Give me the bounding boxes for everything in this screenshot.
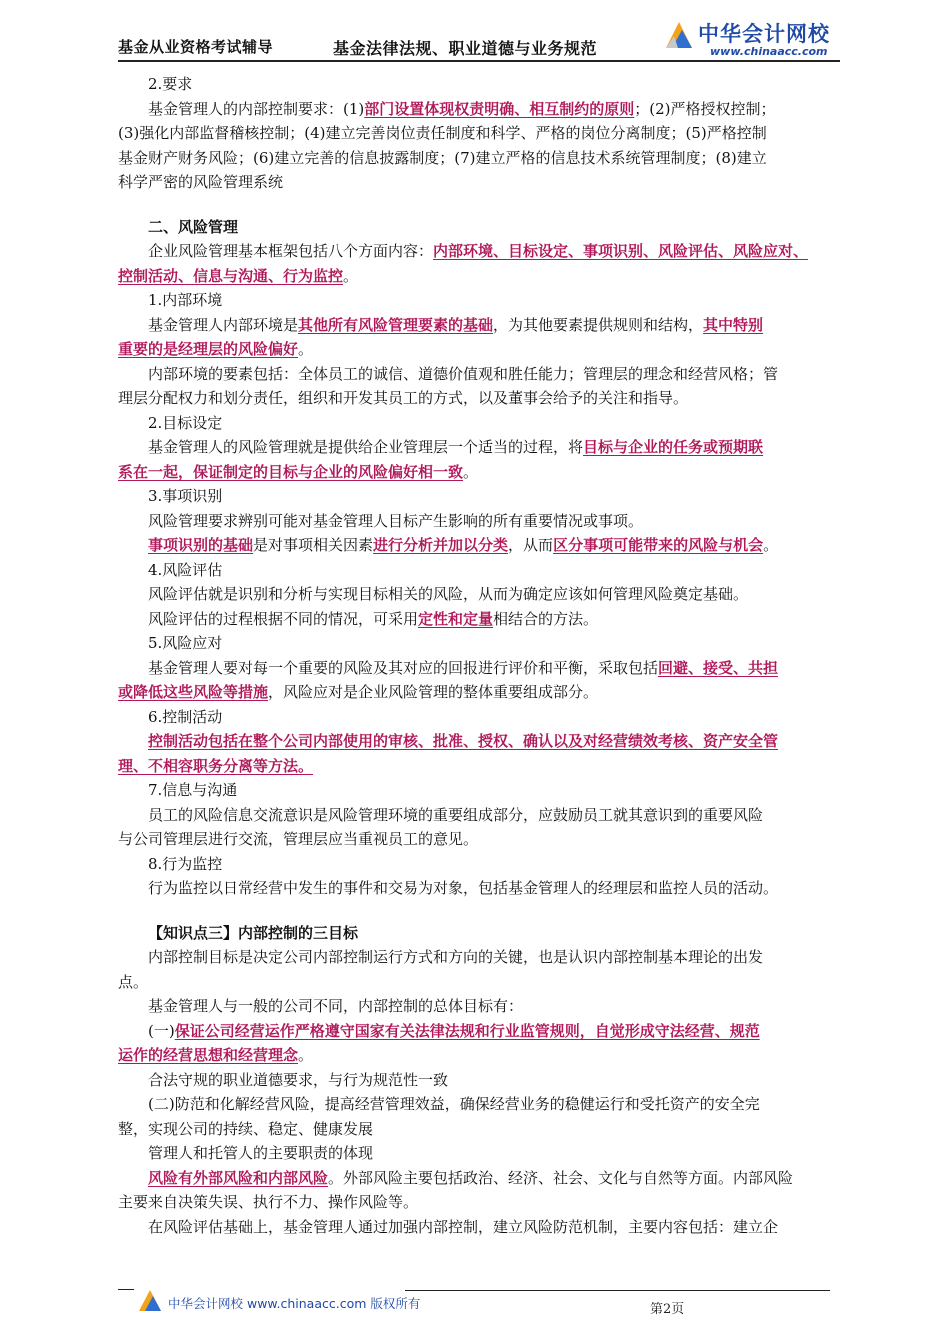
header-series-title: 基金从业资格考试辅导 — [118, 38, 274, 56]
text-line — [118, 264, 840, 289]
text-line — [118, 778, 840, 803]
text-line — [118, 239, 840, 264]
body-text: 。外部风险主要包括政治、经济、社会、文化与自然等方面。内部风险 — [328, 1168, 794, 1187]
body-text: 基金管理人内部环境是 — [148, 315, 299, 334]
body-text: 内部环境的要素包括：全体员工的诚信、道德价值观和胜任能力；管理层的理念和经营风格；管 — [148, 364, 779, 383]
text-line — [118, 680, 840, 705]
body-text: 基金管理人与一般的公司不同，内部控制的总体目标有： — [148, 997, 524, 1015]
text-line — [118, 631, 840, 656]
text-line — [118, 121, 840, 146]
text-line — [118, 1117, 840, 1142]
text-line — [118, 484, 840, 509]
body-text: 基金管理人的内部控制要求：(1) — [148, 99, 365, 118]
text-line — [118, 1043, 840, 1068]
text-line — [118, 362, 840, 387]
highlighted-text: 风险有外部风险和内部风险 — [148, 1168, 329, 1187]
footer-copyright: 中华会计网校 www.chinaacc.com 版权所有 — [168, 1296, 421, 1311]
paragraph-gap — [118, 901, 840, 921]
text-line — [118, 582, 840, 607]
paragraph-gap — [118, 195, 840, 215]
text-line — [118, 1141, 840, 1166]
text-line — [118, 1092, 840, 1117]
body-text: 。 — [343, 266, 359, 285]
text-line — [118, 386, 840, 411]
body-text: 。 — [763, 536, 779, 554]
text-line — [118, 337, 840, 362]
text-line — [118, 533, 840, 558]
text-line — [118, 170, 840, 195]
section-heading: 二、风险管理 — [148, 217, 239, 236]
body-text: 风险评估的过程根据不同的情况，可采用 — [148, 609, 419, 628]
highlighted-text: 目标与企业的任务或预期联 — [583, 438, 764, 456]
body-text: 整，实现公司的持续、稳定、健康发展 — [118, 1119, 374, 1138]
body-text: 风险评估就是识别和分析与实现目标相关的风险，从而为确定应该如何管理风险奠定基础。 — [148, 585, 749, 603]
body-text: ，从而 — [508, 536, 554, 554]
text-line — [118, 1068, 840, 1093]
body-text: 。 — [463, 462, 479, 481]
body-text: 内部控制目标是决定公司内部控制运行方式和方向的关键，也是认识内部控制基本理论的出发 — [148, 948, 764, 966]
text-line — [118, 288, 840, 313]
text-line — [118, 411, 840, 436]
text-line — [118, 313, 840, 338]
body-text: 8.行为监控 — [148, 854, 223, 873]
highlighted-text: 系在一起，保证制定的目标与企业的风险偏好相一致 — [118, 462, 464, 481]
body-text: 1.内部环境 — [148, 291, 223, 309]
body-text: (一) — [148, 1021, 175, 1040]
body-text: 2.要求 — [148, 75, 193, 93]
header-rule — [118, 60, 840, 62]
highlighted-text: 运作的经营思想和经营理念 — [118, 1046, 299, 1064]
body-text: ，为其他要素提供规则和结构， — [493, 315, 704, 334]
body-text: 是对事项相关因素 — [253, 536, 374, 554]
brand-logo — [662, 18, 842, 58]
body-text: 7.信息与沟通 — [148, 781, 238, 799]
body-text: 员工的风险信息交流意识是风险管理环境的重要组成部分，应鼓励员工就其意识到的重要风险 — [148, 805, 764, 824]
text-line — [118, 921, 840, 946]
text-line — [118, 215, 840, 240]
footer-rule — [405, 1290, 830, 1291]
body-text: 相结合的方法。 — [493, 609, 599, 628]
text-line — [118, 72, 840, 97]
body-text: 基金财产财务风险；(6)建立完善的信息披露制度；(7)建立严格的信息技术系统管理制度；(8)建立 — [118, 148, 767, 167]
footer-rule-left — [118, 1289, 134, 1290]
text-line — [118, 607, 840, 632]
body-text: 合法守规的职业道德要求，与行为规范性一致 — [148, 1070, 449, 1089]
highlighted-text: 控制活动包括在整个公司内部使用的审核、批准、授权、确认以及对经营绩效考核、资产安全管 — [148, 732, 779, 750]
logo-url: www.chinaacc.com — [710, 45, 828, 58]
body-text: 基金管理人的风险管理就是提供给企业管理层一个适当的过程，将 — [148, 438, 584, 456]
highlighted-text: 定性和定量 — [418, 609, 494, 628]
highlighted-text: 事项识别的基础 — [148, 536, 254, 554]
text-line — [118, 558, 840, 583]
highlighted-text: 部门设置体现权责明确、相互制约的原则 — [364, 99, 635, 118]
section-heading: 【知识点三】内部控制的三目标 — [148, 923, 359, 942]
body-text: 企业风险管理基本框架包括八个方面内容： — [148, 242, 434, 260]
body-text: 行为监控以日常经营中发生的事件和交易为对象，包括基金管理人的经理层和监控人员的活动。 — [148, 879, 779, 897]
body-text: 主要来自决策失误、执行不力、操作风险等。 — [118, 1193, 419, 1211]
text-line — [118, 1019, 840, 1044]
body-text: 2.目标设定 — [148, 413, 223, 432]
body-text: 点。 — [118, 972, 149, 991]
body-text: 理层分配权力和划分责任，组织和开发其员工的方式，以及董事会给予的关注和指导。 — [118, 389, 689, 407]
body-text: 基金管理人要对每一个重要的风险及其对应的回报进行评价和平衡，采取包括 — [148, 658, 659, 677]
highlighted-text: 其他所有风险管理要素的基础 — [298, 315, 494, 334]
highlighted-text: 保证公司经营运作严格遵守国家有关法律法规和行业监管规则，自觉形成守法经营、规范 — [174, 1021, 760, 1040]
body-text: 6.控制活动 — [148, 707, 223, 726]
text-line — [118, 970, 840, 995]
text-line — [118, 509, 840, 534]
body-text: ；(2)严格授权控制； — [634, 99, 776, 118]
body-text: 在风险评估基础上，基金管理人通过加强内部控制，建立风险防范机制，主要内容包括：建立企 — [148, 1217, 779, 1236]
text-line — [118, 656, 840, 681]
text-line — [118, 852, 840, 877]
body-text: 4.风险评估 — [148, 560, 223, 579]
highlighted-text: 进行分析并加以分类 — [373, 536, 509, 554]
text-line — [118, 754, 840, 779]
highlighted-text: 内部环境、目标设定、事项识别、风险评估、风险应对、 — [433, 242, 809, 260]
text-line — [118, 827, 840, 852]
body-text: ，风险应对是企业风险管理的整体重要组成部分。 — [268, 683, 599, 701]
body-text: 风险管理要求辨别可能对基金管理人目标产生影响的所有重要情况或事项。 — [148, 511, 644, 530]
highlighted-text: 控制活动、信息与沟通、行为监控 — [118, 266, 344, 285]
highlighted-text: 其中特别 — [703, 315, 764, 334]
body-text: 科学严密的风险管理系统 — [118, 173, 284, 191]
text-line — [118, 435, 840, 460]
logo-triangle-icon — [662, 18, 696, 52]
text-line — [118, 1166, 840, 1191]
text-line — [118, 876, 840, 901]
highlighted-text: 重要的是经理层的风险偏好 — [118, 340, 299, 358]
text-line — [118, 994, 840, 1019]
text-line — [118, 1215, 840, 1240]
header-book-title: 基金法律法规、职业道德与业务规范 — [333, 39, 598, 58]
highlighted-text: 区分事项可能带来的风险与机会 — [553, 536, 764, 554]
text-line — [118, 97, 840, 122]
body-text: (3)强化内部监督稽核控制；(4)建立完善岗位责任制度和科学、严格的岗位分离制度；(5)严格控制 — [118, 124, 767, 142]
body-text: (二)防范和化解经营风险，提高经营管理效益，确保经营业务的稳健运行和受托资产的安全完 — [148, 1095, 760, 1113]
footer-logo-icon — [136, 1286, 164, 1314]
body-text: 3.事项识别 — [148, 487, 223, 505]
body-text: 5.风险应对 — [148, 634, 223, 652]
text-line — [118, 729, 840, 754]
highlighted-text: 回避、接受、共担 — [658, 658, 779, 677]
text-line — [118, 705, 840, 730]
logo-name: 中华会计网校 — [698, 22, 830, 46]
page-number: 第2页 — [650, 1302, 685, 1317]
body-text: 管理人和托管人的主要职责的体现 — [148, 1144, 374, 1162]
text-line — [118, 945, 840, 970]
text-line — [118, 803, 840, 828]
highlighted-text: 或降低这些风险等措施 — [118, 683, 269, 701]
body-text: 。 — [298, 1046, 314, 1064]
body-text: 。 — [298, 340, 314, 358]
text-line — [118, 1190, 840, 1215]
body-text: 与公司管理层进行交流，管理层应当重视员工的意见。 — [118, 830, 479, 848]
document-body — [118, 72, 840, 1239]
text-line — [118, 460, 840, 485]
text-line — [118, 146, 840, 171]
highlighted-text: 理、不相容职务分离等方法。 — [118, 756, 314, 775]
